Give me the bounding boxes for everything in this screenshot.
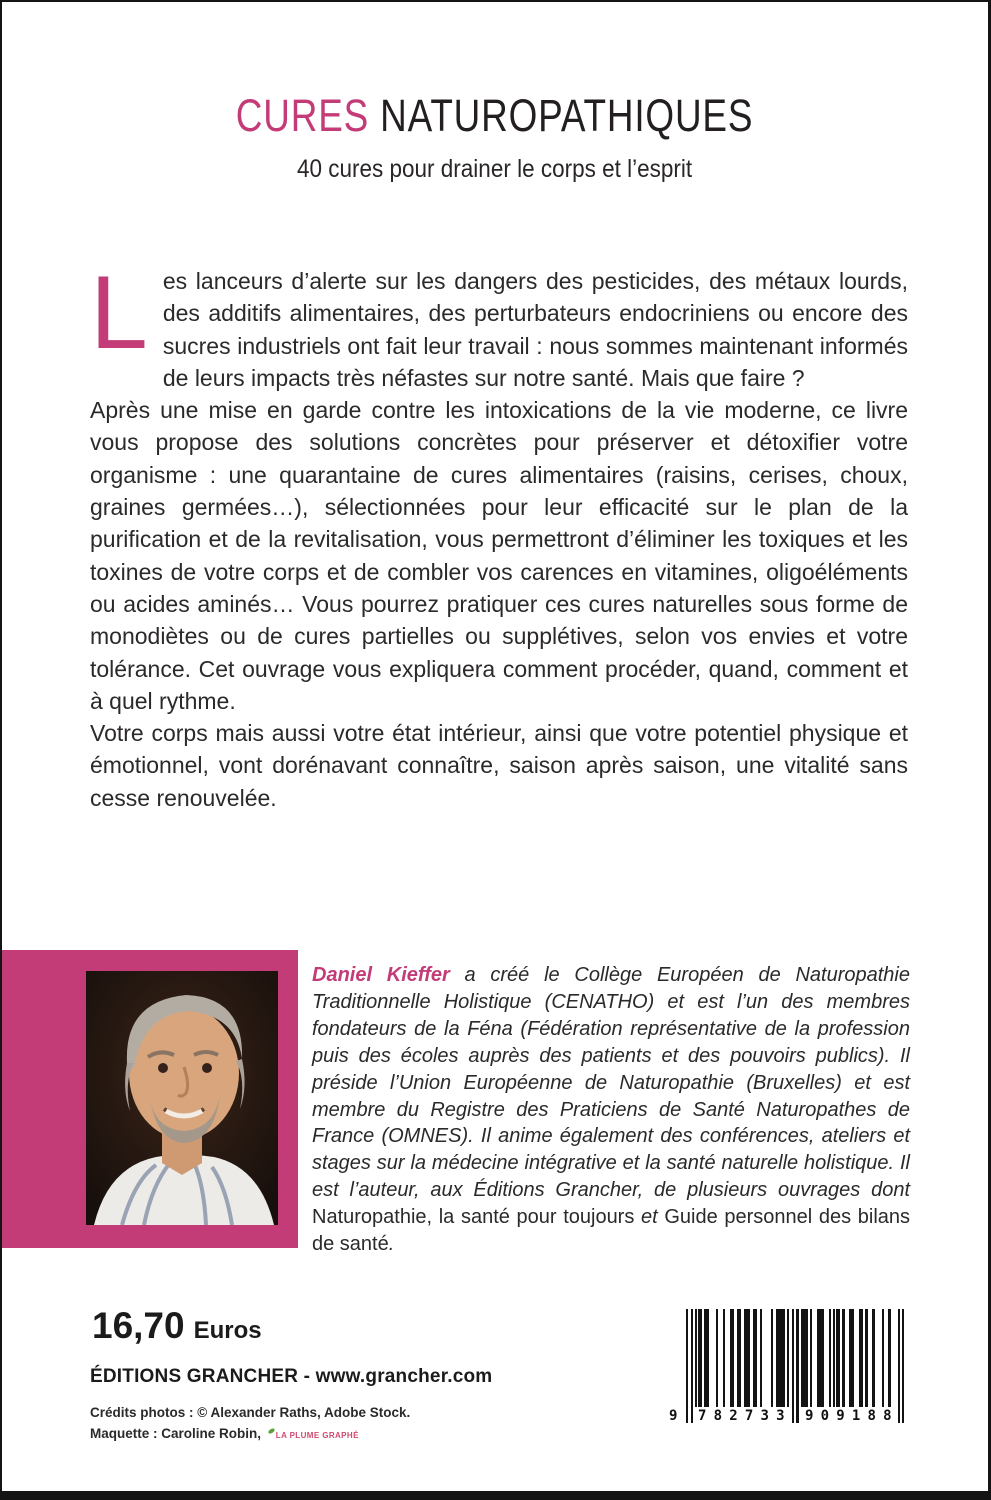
ean13-barcode	[669, 1309, 905, 1439]
bio-text: a créé le Collège Européen de Naturopathie Traditionnelle Holistique (CENATHO) et est l’un des membres fondateurs de la Féna (Fédération représentative de la profession puis des écoles auprès des patients et des pouvoirs publics). Il préside l’Union Européenne de Naturopathie (Bruxelles) et est membre du Registre des Praticiens de Santé Naturopathes de France (OMNES). Il anime également des conférences, ateliers et stages sur la médecine intégrative et la santé naturelle holistique. Il est l’auteur, aux Éditions Grancher, de plusieurs ouvrages dont	[312, 964, 910, 1202]
book-reference-2: Guide personnel des bilans de santé	[312, 1206, 911, 1256]
bio-end: .	[388, 1233, 395, 1256]
book-title	[236, 90, 753, 142]
credits	[90, 1402, 410, 1446]
header	[2, 90, 988, 184]
synopsis-paragraph-2: Après une mise en garde contre les intoxications de la vie moderne, ce livre vous propose des solutions concrètes pour préserver et détoxifier votre organisme : une quarantaine de cures alimentaires (raisins, cerises, choux, graines germées…), sélectionnées pour leur efficacité sur le plan de la purification et de la revitalisation, vous permettront d’éliminer les toxiques et les toxines de votre corps et de combler vos carences en vitamines, oligoéléments ou acides aminés… Vous pourrez pratiquer ces cures naturelles sous forme de monodiètes ou de cures partielles ou supplétives, selon vos envies et votre tolérance. Cet ouvrage vous expliquera comment procéder, quand, comment et à quel rythme.	[90, 397, 908, 714]
price-amount: 16,70	[92, 1305, 185, 1346]
publisher-line: ÉDITIONS GRANCHER - www.grancher.com	[90, 1366, 493, 1387]
book-reference-1: Naturopathie, la santé pour toujours	[312, 1206, 635, 1229]
barcode-bars	[686, 1309, 905, 1424]
credit-design: Maquette : Caroline Robin, LA PLUME GRAPHÉ	[90, 1426, 359, 1441]
book-subtitle: 40 cures pour drainer le corps et l’esprit	[297, 155, 693, 183]
author-bio	[312, 962, 910, 1258]
barcode-number	[669, 1408, 905, 1426]
barcode-digit-group: 782733	[695, 1408, 789, 1424]
price-currency: Euros	[193, 1317, 262, 1344]
barcode-digit-group: 909188	[802, 1408, 896, 1424]
author-photo	[86, 971, 278, 1225]
plume-logo: LA PLUME GRAPHÉ	[275, 1431, 359, 1440]
credit-photos: Crédits photos : © Alexander Raths, Adobe Stock.	[90, 1405, 411, 1420]
book-title-highlight: CURES	[236, 90, 370, 141]
barcode-digit-group: 9	[669, 1408, 678, 1424]
bio-conjunction: et	[634, 1206, 665, 1229]
synopsis-paragraph-1: Les lanceurs d’alerte sur les dangers des pesticides, des métaux lourds, des additifs alimentaires, des perturbateurs endocriniens ou encore des sucres industriels ont fait leur travail : nous sommes maintenant informés de leurs impacts très néfastes sur notre santé. Mais que faire ?	[90, 255, 908, 391]
price	[92, 1305, 262, 1347]
synopsis-paragraph-3: Votre corps mais aussi votre état intérieur, ainsi que votre potentiel physique et émotionnel, vont dorénavant connaître, saison après saison, une vitalité sans cesse renouvelée.	[90, 720, 908, 811]
synopsis	[90, 255, 908, 814]
author-photo-panel	[2, 950, 298, 1248]
plume-logo-leaf-icon	[267, 1428, 275, 1435]
drop-cap: L	[90, 255, 148, 371]
author-name: Daniel Kieffer	[312, 964, 450, 986]
book-title-rest: NATUROPATHIQUES	[380, 90, 754, 141]
